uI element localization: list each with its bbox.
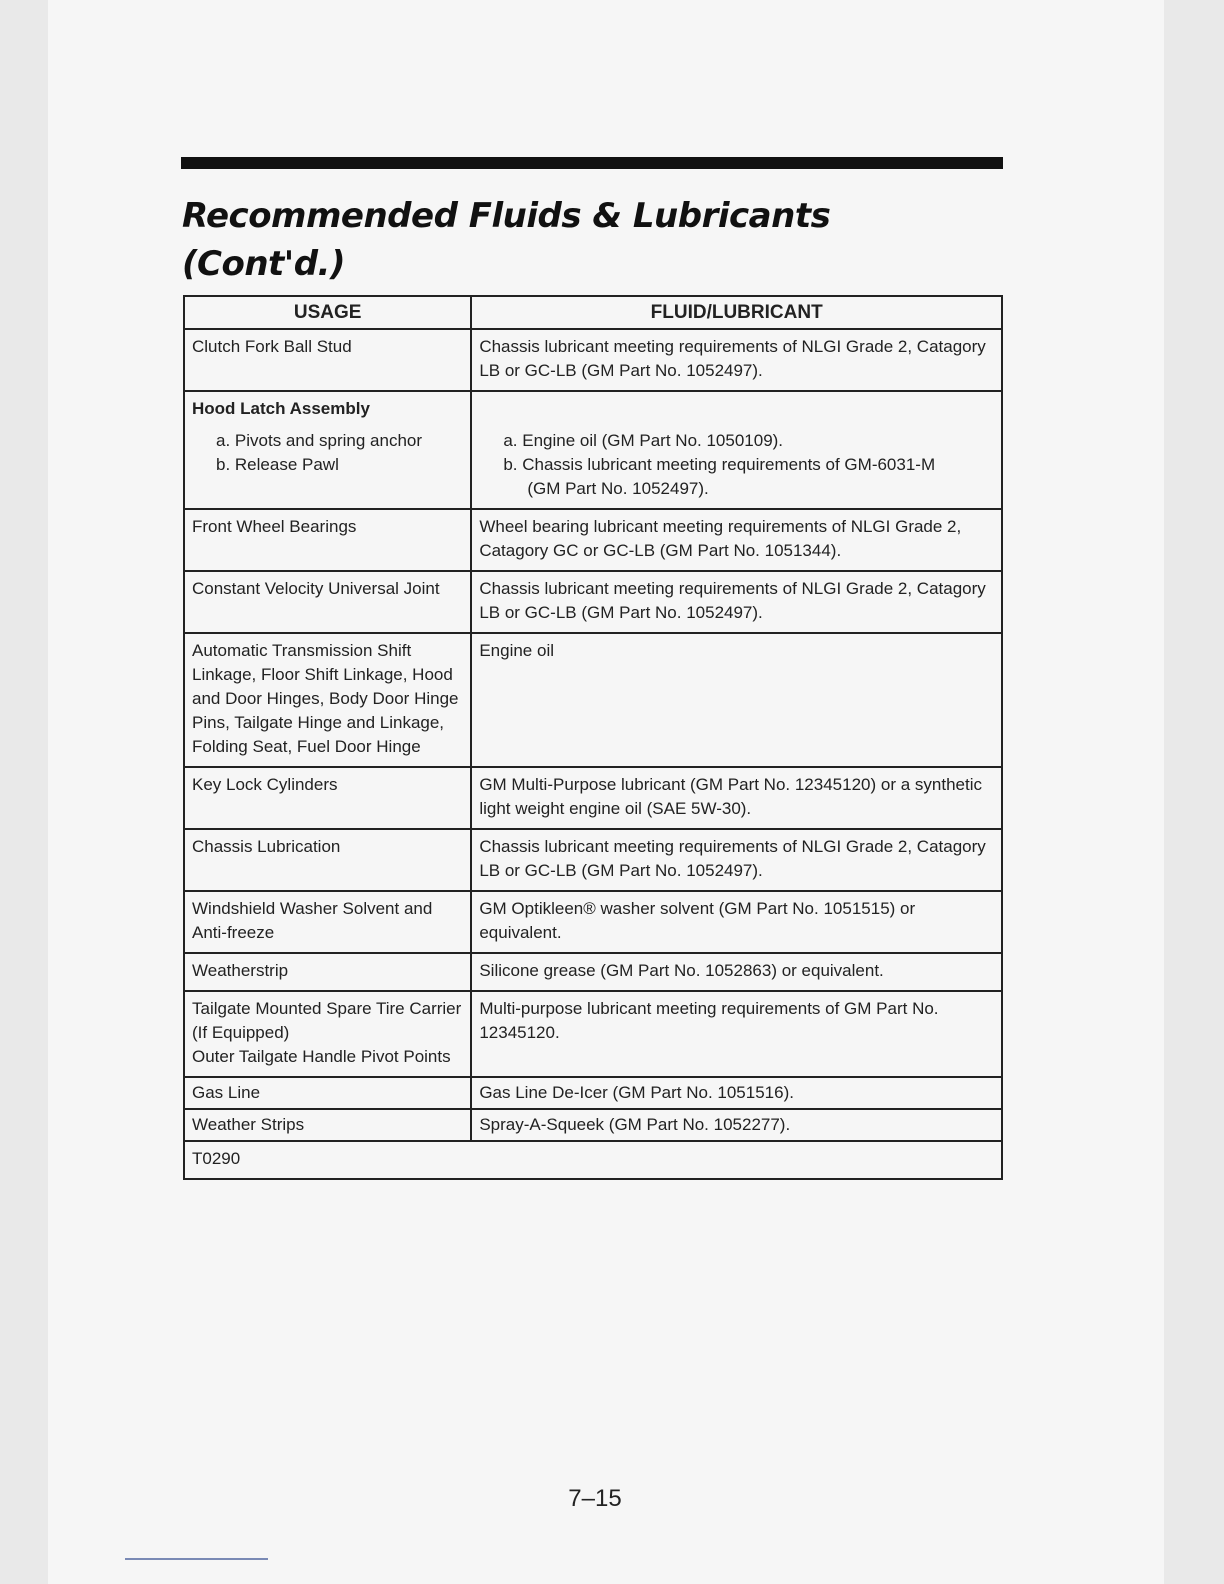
usage-cell: Constant Velocity Universal Joint — [184, 571, 471, 633]
fluid-cell: Chassis lubricant meeting requirements of NLGI Grade 2, Catagory LB or GC-LB (GM Part No. 1052497). — [471, 329, 1002, 391]
table-row — [184, 1109, 1002, 1141]
header-rule — [181, 157, 1003, 169]
table-row — [184, 953, 1002, 991]
fluid-item: b. Chassis lubricant meeting requirements of GM-6031-M — [503, 455, 936, 474]
table-row — [184, 1077, 1002, 1109]
table-header-row — [184, 296, 1002, 329]
fluid-cell: GM Multi-Purpose lubricant (GM Part No. 12345120) or a synthetic light weight engine oil (SAE 5W-30). — [471, 767, 1002, 829]
fluids-table — [183, 295, 1003, 1180]
fluid-item: a. Engine oil (GM Part No. 1050109). — [503, 431, 784, 450]
table-row — [184, 767, 1002, 829]
usage-header: USAGE — [184, 296, 471, 329]
usage-heading: Hood Latch Assembly — [192, 399, 370, 418]
usage-cell: Weather Strips — [184, 1109, 471, 1141]
page-title: Recommended Fluids & Lubricants (Cont'd.) — [182, 196, 831, 284]
fluid-cell: GM Optikleen® washer solvent (GM Part No. 1051515) or equivalent. — [471, 891, 1002, 953]
usage-cell: Chassis Lubrication — [184, 829, 471, 891]
table-row — [184, 891, 1002, 953]
usage-cell: Key Lock Cylinders — [184, 767, 471, 829]
footer-line — [125, 1558, 268, 1560]
usage-item: a. Pivots and spring anchor — [216, 431, 423, 450]
usage-item: b. Release Pawl — [216, 455, 339, 474]
usage-cell: Automatic Transmission Shift Linkage, Floor Shift Linkage, Hood and Door Hinges, Body Door Hinge Pins, Tailgate Hinge and Linkage, Folding Seat, Fuel Door Hinge — [184, 633, 471, 767]
fluid-cell: Chassis lubricant meeting requirements of NLGI Grade 2, Catagory LB or GC-LB (GM Part No. 1052497). — [471, 571, 1002, 633]
table-row — [184, 829, 1002, 891]
fluid-item-continuation: (GM Part No. 1052497). — [527, 479, 709, 498]
table-code: T0290 — [184, 1141, 1002, 1179]
usage-line: Tailgate Mounted Spare Tire Carrier — [192, 999, 462, 1018]
usage-cell: Front Wheel Bearings — [184, 509, 471, 571]
table-row — [184, 633, 1002, 767]
fluid-cell — [471, 391, 1002, 509]
usage-cell: Windshield Washer Solvent and Anti-freeze — [184, 891, 471, 953]
fluid-cell: Wheel bearing lubricant meeting requirements of NLGI Grade 2, Catagory GC or GC-LB (GM Part No. 1051344). — [471, 509, 1002, 571]
usage-cell: Clutch Fork Ball Stud — [184, 329, 471, 391]
usage-cell — [184, 391, 471, 509]
table-footer-row — [184, 1141, 1002, 1179]
table-row — [184, 509, 1002, 571]
fluid-header: FLUID/LUBRICANT — [471, 296, 1002, 329]
usage-cell: Gas Line — [184, 1077, 471, 1109]
table-row — [184, 391, 1002, 509]
usage-line: Outer Tailgate Handle Pivot Points — [192, 1047, 451, 1066]
fluid-cell: Multi-purpose lubricant meeting requirements of GM Part No. 12345120. — [471, 991, 1002, 1077]
fluid-cell: Chassis lubricant meeting requirements of NLGI Grade 2, Catagory LB or GC-LB (GM Part No. 1052497). — [471, 829, 1002, 891]
fluid-cell: Engine oil — [471, 633, 1002, 767]
usage-line: (If Equipped) — [192, 1023, 290, 1042]
fluid-cell: Silicone grease (GM Part No. 1052863) or equivalent. — [471, 953, 1002, 991]
table-row — [184, 991, 1002, 1077]
usage-cell: Weatherstrip — [184, 953, 471, 991]
fluid-cell: Gas Line De-Icer (GM Part No. 1051516). — [471, 1077, 1002, 1109]
table-row — [184, 571, 1002, 633]
page-number: 7–15 — [568, 1485, 622, 1512]
fluid-cell: Spray-A-Squeek (GM Part No. 1052277). — [471, 1109, 1002, 1141]
usage-cell — [184, 991, 471, 1077]
table-row — [184, 329, 1002, 391]
fluid-item-wrap — [479, 477, 993, 501]
